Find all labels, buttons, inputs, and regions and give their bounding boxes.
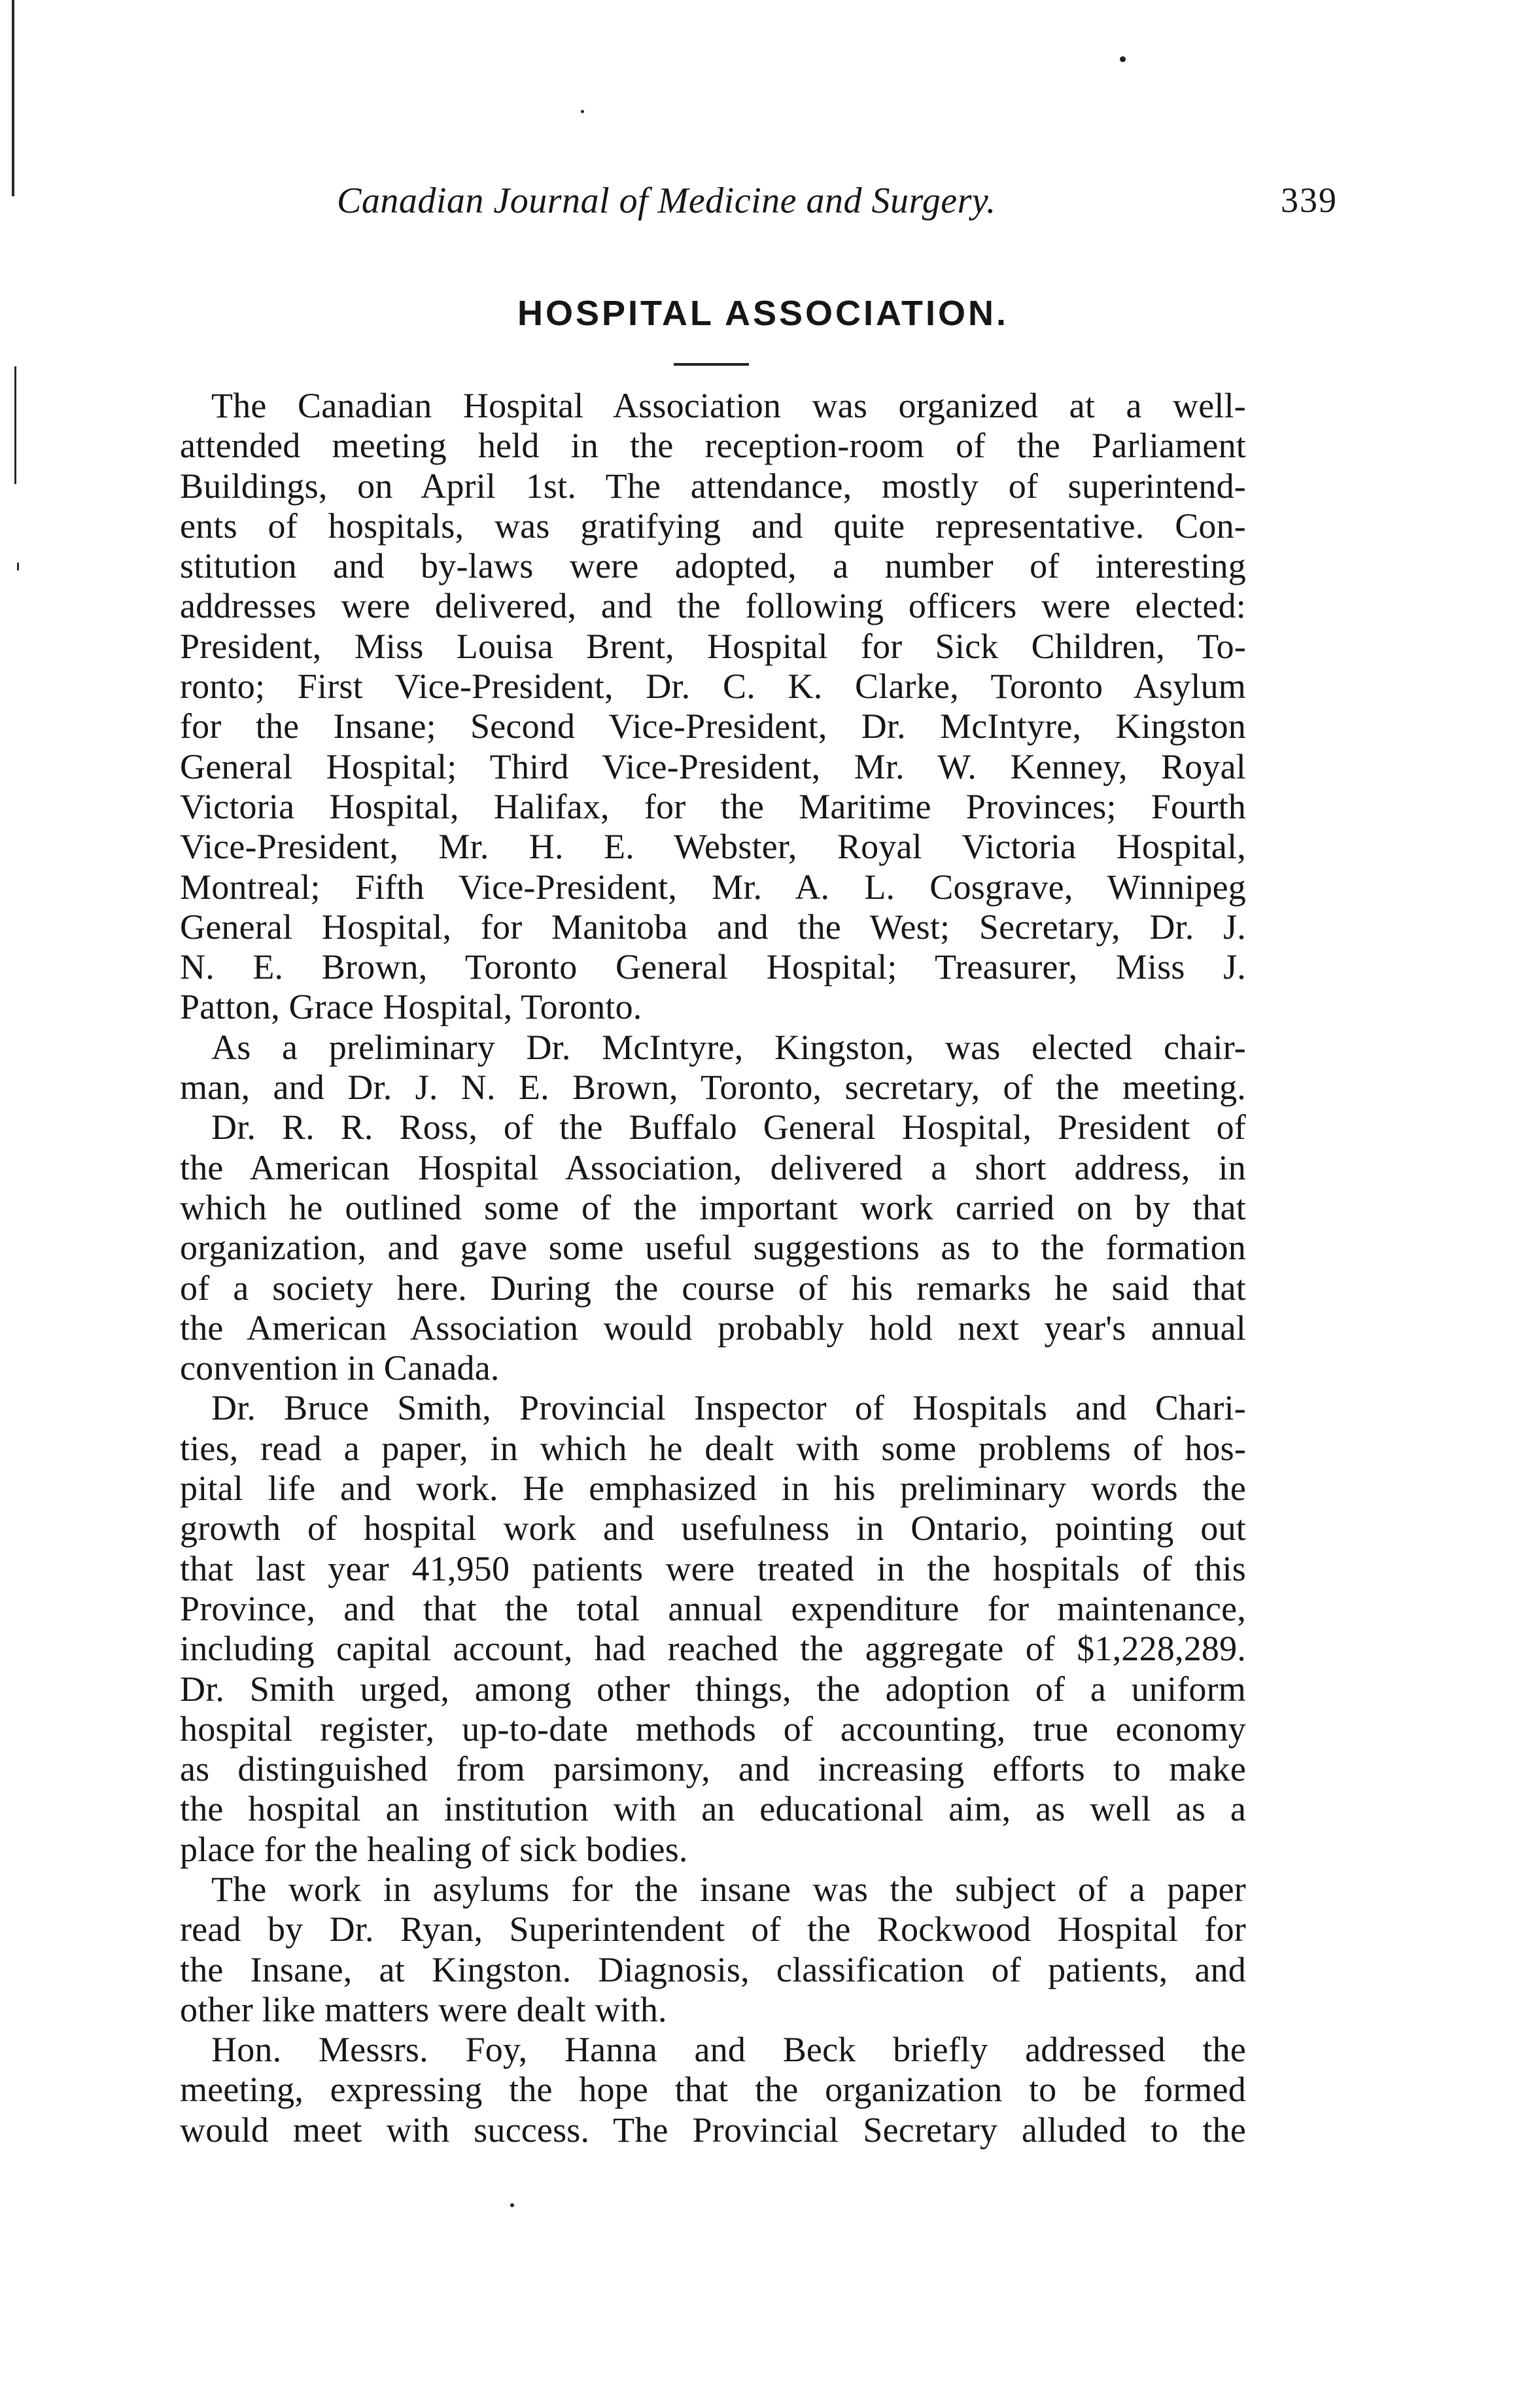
text-line: Vice-President, Mr. H. E. Webster, Royal Victoria Hospital, — [180, 827, 1246, 867]
text-line: meeting, expressing the hope that the organization to be formed — [180, 2070, 1246, 2110]
text-line: of a society here. During the course of his remarks he said that — [180, 1268, 1246, 1308]
text-line: Victoria Hospital, Halifax, for the Maritime Provinces; Fourth — [180, 786, 1246, 826]
scan-border-mark — [14, 366, 16, 484]
text-line: Patton, Grace Hospital, Toronto. — [180, 987, 642, 1027]
text-line: Dr. Smith urged, among other things, the adoption of a uniform — [180, 1669, 1246, 1709]
text-line: growth of hospital work and usefulness in Ontario, pointing out — [180, 1509, 1246, 1548]
text-line: stitution and by-laws were adopted, a number of interesting — [180, 546, 1246, 586]
text-line: place for the healing of sick bodies. — [180, 1829, 688, 1869]
text-line: The Canadian Hospital Association was organized at a well- — [211, 386, 1246, 425]
text-line: the Insane, at Kingston. Diagnosis, classification of patients, and — [180, 1949, 1246, 1989]
text-line: pital life and work. He emphasized in his preliminary words the — [180, 1469, 1246, 1509]
text-line: General Hospital; Third Vice-President, Mr. W. Kenney, Royal — [180, 746, 1246, 786]
scan-speck — [581, 110, 584, 113]
text-line: including capital account, had reached the aggregate of $1,228,289. — [180, 1629, 1246, 1669]
scan-border-mark — [17, 563, 19, 570]
running-head — [337, 180, 1338, 232]
text-line: the hospital an institution with an educational aim, as well as a — [180, 1789, 1246, 1829]
text-line: N. E. Brown, Toronto General Hospital; Treasurer, Miss J. — [180, 947, 1246, 987]
text-line: attended meeting held in the reception-room of the Parliament — [180, 426, 1246, 466]
text-line: Dr. R. R. Ross, of the Buffalo General Hospital, President of — [211, 1108, 1246, 1147]
text-line: hospital register, up-to-date methods of accounting, true economy — [180, 1709, 1246, 1749]
text-line: which he outlined some of the important work carried on by that — [180, 1187, 1246, 1227]
text-line: Hon. Messrs. Foy, Hanna and Beck briefly addressed the — [211, 2030, 1246, 2070]
scan-speck — [510, 2203, 514, 2207]
text-line: Montreal; Fifth Vice-President, Mr. A. L. Cosgrave, Winnipeg — [180, 867, 1246, 907]
text-line: ties, read a paper, in which he dealt with some problems of hos- — [180, 1428, 1246, 1468]
article-title: HOSPITAL ASSOCIATION. — [517, 294, 1009, 333]
page-number: 339 — [1281, 181, 1338, 220]
text-line: ronto; First Vice-President, Dr. C. K. Clarke, Toronto Asylum — [180, 667, 1246, 707]
text-line: As a preliminary Dr. McIntyre, Kingston, was elected chair- — [211, 1027, 1246, 1067]
text-line: for the Insane; Second Vice-President, Dr. McIntyre, Kingston — [180, 707, 1246, 746]
text-line: Buildings, on April 1st. The attendance, mostly of superintend- — [180, 466, 1246, 506]
text-line: organization, and gave some useful suggestions as to the formation — [180, 1228, 1246, 1268]
title-rule — [674, 363, 749, 366]
scan-speck — [1120, 56, 1126, 62]
text-line: The work in asylums for the insane was the subject of a paper — [211, 1869, 1246, 1909]
text-line: General Hospital, for Manitoba and the West; Secretary, Dr. J. — [180, 907, 1246, 947]
journal-title: Canadian Journal of Medicine and Surgery. — [337, 181, 996, 221]
text-line: man, and Dr. J. N. E. Brown, Toronto, secretary, of the meeting. — [180, 1068, 1246, 1108]
text-line: addresses were delivered, and the following officers were elected: — [180, 586, 1246, 626]
text-line: would meet with success. The Provincial Secretary alluded to the — [180, 2110, 1246, 2150]
text-line: the American Hospital Association, delivered a short address, in — [180, 1147, 1246, 1187]
article-body — [180, 386, 1246, 2150]
text-line: read by Dr. Ryan, Superintendent of the Rockwood Hospital for — [180, 1910, 1246, 1949]
text-line: other like matters were dealt with. — [180, 1989, 667, 2029]
text-line: Dr. Bruce Smith, Provincial Inspector of Hospitals and Chari- — [211, 1388, 1246, 1428]
text-line: ents of hospitals, was gratifying and quite representative. Con- — [180, 506, 1246, 546]
scan-border-mark — [12, 0, 14, 196]
text-line: President, Miss Louisa Brent, Hospital for Sick Children, To- — [180, 626, 1246, 666]
text-line: convention in Canada. — [180, 1348, 500, 1388]
text-line: that last year 41,950 patients were treated in the hospitals of this — [180, 1548, 1246, 1588]
text-line: the American Association would probably hold next year's annual — [180, 1308, 1246, 1348]
text-line: Province, and that the total annual expenditure for maintenance, — [180, 1588, 1246, 1628]
text-line: as distinguished from parsimony, and increasing efforts to make — [180, 1749, 1246, 1789]
